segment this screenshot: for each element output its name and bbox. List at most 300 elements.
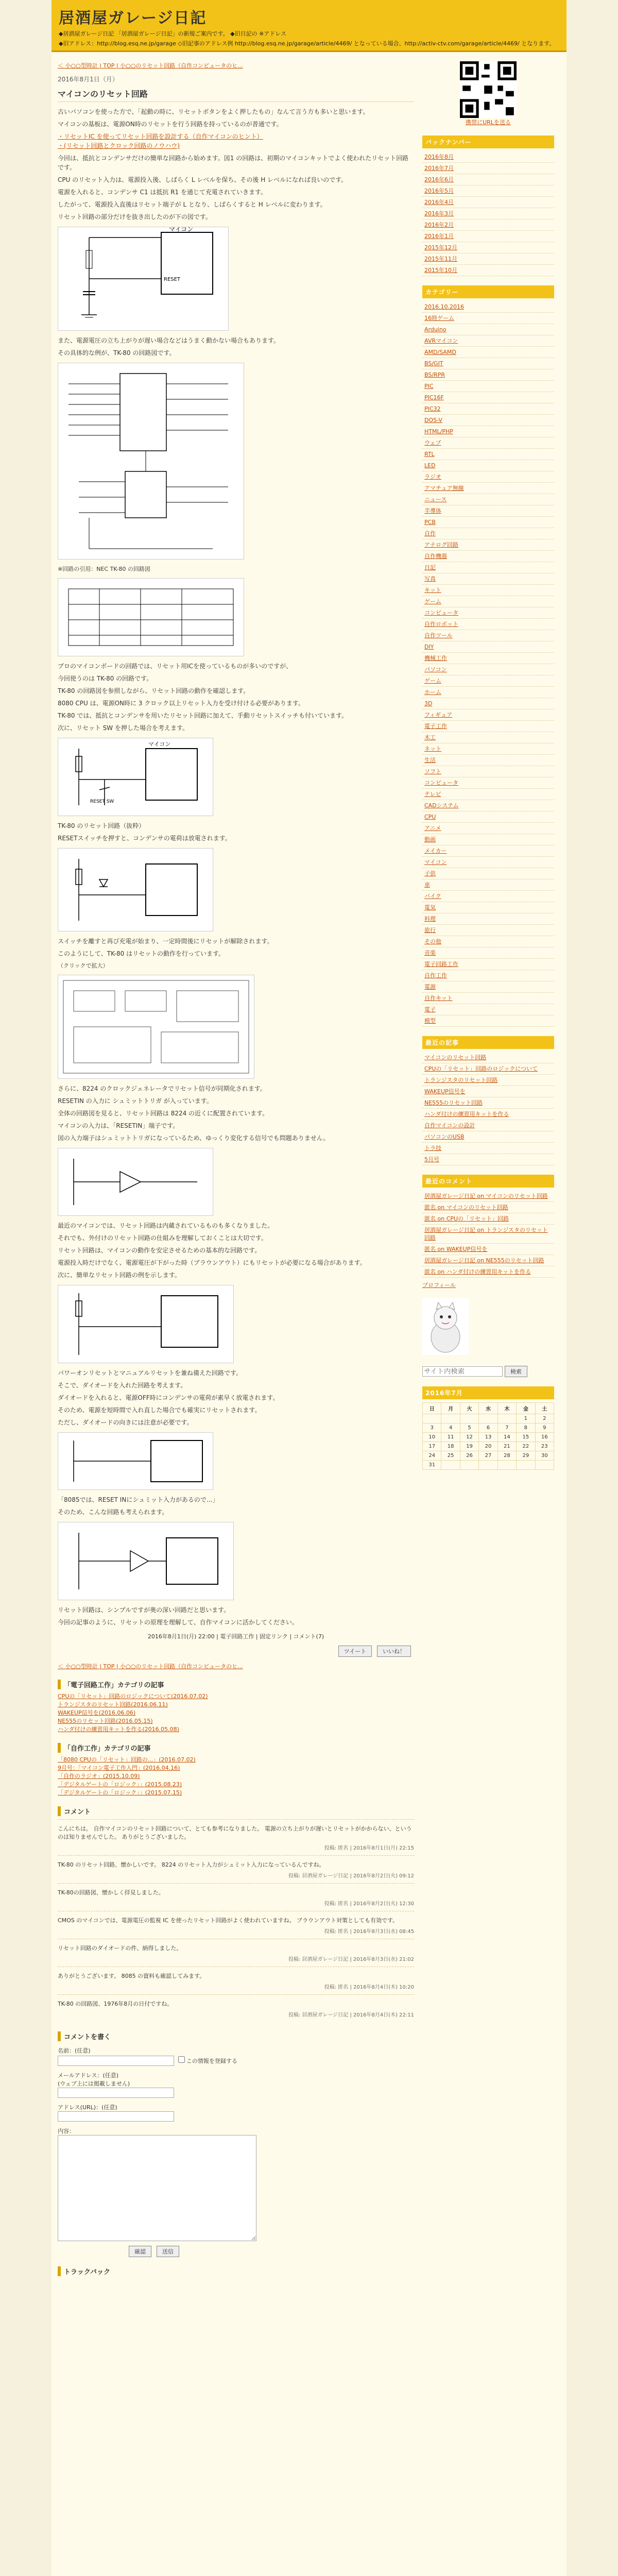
para: RESETIN の入力に シュミットトリガ が入っています。 [58,1097,213,1105]
calendar-day [479,1461,497,1470]
calendar-weekday: 月 [441,1403,460,1414]
category-link[interactable]: AMD/SAMD [424,349,456,355]
calendar-day[interactable]: 21 [497,1442,516,1451]
comment-form-heading: コメントを書く [58,2031,414,2041]
figure-rc-reset [58,227,229,331]
category-link[interactable]: その他 [424,938,441,945]
para: そのため、電源を短時間で入れ直した場合でも確実にリセットされます。 [58,1406,261,1414]
calendar-day [517,1461,535,1470]
recent-comments-box [422,1175,554,1289]
calendar-weekday: 日 [423,1403,441,1414]
calendar-day [497,1461,516,1470]
calendar-day[interactable]: 16 [535,1433,554,1442]
category-link[interactable]: Arduino [424,326,447,333]
category-link[interactable]: 生活 [424,757,436,764]
para: マイコンの入力は、「RESETIN」端子です。 [58,1122,179,1129]
calendar-day[interactable]: 19 [460,1442,478,1451]
comment-text: TK-80 の回路図、1976年8月の日付ですね。 [58,2001,173,2007]
entry-title: マイコンのリセット回路 [58,88,414,102]
comment-text: ありがとうございます。 8085 の資料も確認してみます。 [58,1973,205,1979]
category-list [422,301,554,1027]
recent-link[interactable]: 5月号 [424,1156,439,1163]
comment-by: 投稿: 匿名 | 2016年8月2日(火) 12:30 [324,1901,414,1907]
para: スイッチを離すと再び充電が始まり、一定時間後にリセットが解除されます。 [58,938,273,945]
ref-link-2[interactable]: ・(リセット回路とクロック回路のノウハウ) [58,142,180,149]
category-link[interactable]: 旅行 [424,927,436,934]
calendar-day[interactable]: 15 [517,1433,535,1442]
para: 次に、リセット SW を押した場合を考えます。 [58,724,189,732]
para: 最近のマイコンでは、リセット回路は内蔵されているものも多くなりました。 [58,1222,274,1229]
entry-body [58,107,414,1627]
category-link[interactable]: コンピュータ [424,609,458,616]
comments-heading: コメント [58,1806,414,1816]
para: リセット回路の部分だけを抜き出したのが下の図です。 [58,213,212,221]
schematic-diode-2 [58,1433,213,1489]
calendar-day [479,1414,497,1423]
category-link[interactable]: 動画 [424,836,436,843]
calendar-day [497,1414,516,1423]
entry-nav [58,61,414,70]
calendar-day[interactable]: 9 [535,1423,554,1433]
profile-avatar [422,1298,469,1355]
share-bar [58,1646,414,1657]
url-input[interactable] [58,2111,174,2122]
calendar-day [535,1461,554,1470]
category-link[interactable]: 子供 [424,870,436,877]
category-link[interactable]: 模型 [424,1018,436,1024]
category-link[interactable]: CPU [424,814,436,820]
related-item[interactable]: 「デジタルゲートの「ロジック」」(2015.07.15) [58,1789,182,1796]
schematic-reset-switch [58,738,213,816]
category-link[interactable]: ラジオ [424,473,441,480]
para: 電源を入れると、コンデンサ C1 は抵抗 R1 を通じて充電されていきます。 [58,189,267,196]
recent-link[interactable]: WAKEUP信号を [424,1088,466,1095]
calendar-day[interactable]: 1 [517,1414,535,1423]
category-link[interactable]: マイコン [424,859,447,866]
category-title: カテゴリー [422,285,554,298]
recent-comment-link[interactable]: 匿名 on マイコンのリセット回路 [424,1204,508,1211]
para: ただし、ダイオードの向きには注意が必要です。 [58,1419,193,1426]
para: 図の入力端子はシュミットトリガになっているため、ゆっくり変化する信号でも問題ありません。 [58,1134,330,1142]
category-link[interactable]: 機械工作 [424,655,447,662]
email-input[interactable] [58,2088,174,2098]
category-link[interactable]: 木工 [424,734,436,741]
archive-link[interactable]: 2016年5月 [424,188,454,194]
calendar-day[interactable]: 23 [535,1442,554,1451]
archive-link[interactable]: 2016年1月 [424,233,454,240]
category-link[interactable]: ソフト [424,768,441,775]
calendar-weekday: 金 [517,1403,535,1414]
ref-link-1[interactable]: ・リセットIC を使ってリセット回路を設計する（自作マイコンのヒント） [58,133,263,140]
comment-by: 投稿: 匿名 | 2016年8月3日(水) 08:45 [324,1929,414,1935]
category-link[interactable]: バイク [424,893,441,900]
category-link[interactable]: テレビ [424,791,441,798]
category-link[interactable]: ゲーム [424,677,441,684]
related-item[interactable]: 「自作のラジオ」(2015.10.09) [58,1773,140,1780]
para: プロのマイコンボードの回路では、リセット用ICを使っているものが多いのですが、 [58,663,293,670]
calendar-day[interactable]: 3 [423,1423,441,1433]
search-input[interactable] [422,1366,503,1377]
category-link[interactable]: ニュース [424,496,447,503]
category-link[interactable]: アナログ回路 [424,541,458,548]
recent-comment-link[interactable]: 匿名 on ハンダ付けの練習用キットを作る [424,1268,531,1275]
profile-link[interactable]: プロフィール [422,1282,456,1289]
url-label: アドレス(URL)：(任意) [58,2104,117,2111]
comment-textarea[interactable] [58,2135,256,2241]
category-link[interactable]: 自作工作 [424,972,447,979]
archive-title: バックナンバー [422,135,554,148]
comment [58,1967,414,1994]
category-link[interactable]: DIY [424,643,434,650]
recent-link[interactable]: ハンダ付けの練習用キットを作る [424,1111,509,1117]
comment [58,1819,414,1855]
para: ダイオードを入れると、電源OFF時にコンデンサの電荷が素早く放電されます。 [58,1394,279,1401]
archive-link[interactable]: 2016年7月 [424,165,454,172]
schematic-rc-reset [58,227,228,330]
recent-comment-link[interactable]: 居酒屋ガレージ日記 on NE555のリセット回路 [424,1257,544,1264]
related-list-2 [58,1756,414,1797]
category-link[interactable]: HTML/PHP [424,428,453,435]
recent-comment-link[interactable]: 居酒屋ガレージ日記 on トランジスタのリセット回路 [424,1227,548,1241]
para: マイコンの基板は、電源ON時のリセットを行う回路を持っているのが普通です。 [58,121,283,128]
figure-reset-diode [58,848,213,931]
name-label: 名前：(任意) [58,2047,91,2054]
para: その具体的な例が、TK-80 の回路図です。 [58,349,176,357]
category-link[interactable]: コンピュータ [424,779,458,786]
calendar-box [422,1386,554,1470]
calendar-day[interactable]: 26 [460,1451,478,1461]
main-column [52,61,422,2279]
site-header [52,0,566,52]
comment-text: こんにちは。 自作マイコンのリセット回路について、とても参考になりました。 電源の立ち上がりが遅いとリセットがかからない、というのは知りませんでした。 ありがとうございました。 [58,1825,412,1840]
profile-box [422,1298,554,1357]
calendar-day[interactable]: 12 [460,1433,478,1442]
para: 今回の記事のように、リセットの原理を理解して、自作マイコンに活かしてください。 [58,1619,298,1626]
figure-caption-1: ※回路の引用：NEC TK-80 の回路図 [58,566,150,572]
category-link[interactable]: 自作ツール [424,632,453,639]
calendar-day[interactable]: 6 [479,1423,497,1433]
comment-by: 投稿: 居酒屋ガレージ日記 | 2016年8月3日(水) 21:02 [288,1957,414,1962]
para: 電源投入時だけでなく、電源電圧が下がった時（ブラウンアウト）にもリセットが必要になる場合があります。 [58,1259,366,1266]
calendar-day[interactable]: 4 [441,1423,460,1433]
calendar-day [441,1414,460,1423]
para: TK-80 では、抵抗とコンデンサを用いたリセット回路に加えて、手動リセットスイッチも付いています。 [58,712,348,719]
calendar-weekday: 水 [479,1403,497,1414]
related-item[interactable]: 「デジタルゲートの「ロジック」」(2015.08.23) [58,1781,182,1788]
archive-box [422,135,554,276]
category-link[interactable]: ゲーム [424,598,441,605]
category-link[interactable]: 3D [424,700,433,707]
comment [58,1911,414,1939]
comment-by: 投稿: 匿名 | 2016年8月1日(月) 22:15 [324,1845,414,1851]
related-heading-1: 「電子回路工作」カテゴリの記事 [58,1680,414,1689]
related-item[interactable]: 9月号：「マイコン電子工作入門」(2016.04.16) [58,1765,180,1771]
category-link[interactable]: CADシステム [424,802,459,809]
category-link[interactable]: 自作ロボット [424,621,458,628]
para: このようにして、TK-80 はリセットの動作を行っています。 [58,950,225,957]
recent-link[interactable]: マイコンのリセット回路 [424,1054,487,1061]
category-link[interactable]: 電気 [424,904,436,911]
para: 古いパソコンを使った方で、「起動の時に、リセットボタンをよく押したもの」なんて言う方も多いと思います。 [58,108,369,115]
related-item[interactable]: 「8080 CPUの「リセット」回路の...」(2016.07.02) [58,1756,196,1763]
trackback-heading: トラックバック [58,2266,414,2276]
category-link[interactable]: 半導体 [424,507,441,514]
prev-entry-link-bottom[interactable]: ＜ 小○○型時計 | TOP | 小○○のリセット回路（自作コンピュータのヒ... [58,1663,243,1670]
fig-chip-label-2: マイコン [148,741,171,748]
category-link[interactable]: 料理 [424,916,436,922]
category-link[interactable]: 2016.10.2016 [424,303,464,310]
para: また、電源電圧の立ち上がりが遅い場合などはうまく動かない場合もあります。 [58,337,280,344]
figure-board-photo[interactable] [58,975,254,1079]
fig-sw-label: RESET SW [90,799,114,804]
archive-link[interactable]: 2016年3月 [424,210,454,217]
category-link[interactable]: パソコン [424,666,447,673]
confirm-button[interactable]: 確認 [129,2246,151,2257]
calendar-day[interactable]: 24 [423,1451,441,1461]
calendar-day[interactable]: 27 [479,1451,497,1461]
category-link[interactable]: ネット [424,745,441,752]
site-desc-2: ◆旧アドレス：http://blog.esq.ne.jp/garage ◇旧記事のアドレス例 http://blog.esq.ne.jp/garage/article/4469/ となっている場合、http://activ-ctv.com/garage/article/4469/ となります。 [59,40,555,47]
calendar-day[interactable]: 22 [517,1442,535,1451]
archive-link[interactable]: 2016年4月 [424,199,454,206]
comment [58,1939,414,1967]
para: 全体の回路図を見ると、リセット回路は 8224 の近くに配置されています。 [58,1110,269,1117]
remember-label: この情報を登録する [186,2058,237,2064]
prev-entry-link[interactable]: ＜ 小○○型時計 | TOP | 小○○のリセット回路（自作コンピュータのヒ... [58,62,243,69]
category-link[interactable]: アマチュア無線 [424,485,464,492]
category-link[interactable]: 写真 [424,575,436,582]
para: したがって、電源投入直後はリセット端子が L となり、しばらくすると H レベルに変わります。 [58,201,327,208]
archive-link[interactable]: 2015年10月 [424,267,457,274]
comment [58,1855,414,1883]
schematic-schmitt [58,1148,213,1215]
category-link[interactable]: RTL [424,451,435,457]
figure-reset-switch [58,738,213,816]
figure-combined-reset [58,1285,234,1363]
calendar-day[interactable]: 28 [497,1451,516,1461]
name-input[interactable] [58,2056,174,2066]
submit-button[interactable]: 送信 [157,2246,179,2257]
archive-link[interactable]: 2015年12月 [424,244,457,251]
recent-link[interactable]: 自作マイコンの設計 [424,1122,475,1129]
search-box [422,1366,554,1377]
body-label: 内容： [58,2127,75,2134]
category-link[interactable]: 電子回路工作 [424,961,458,968]
category-link[interactable]: DOS-V [424,417,442,423]
category-link[interactable]: フィギュア [424,711,453,718]
archive-link[interactable]: 2015年11月 [424,256,457,262]
site-desc-1: ◆居酒屋ガレージ日記 「居酒屋ガレージ日記」の新規ご案内です。 ◆旧日記の ※アドレス [59,30,286,37]
category-link[interactable]: PCB [424,519,436,526]
email-label: メールアドレス：(任意) [58,2072,119,2079]
figure-diode-reset-2 [58,1432,213,1490]
calendar-day[interactable]: 8 [517,1423,535,1433]
para: リセット回路は、シンプルですが奥の深い回路だと思います。 [58,1606,230,1614]
comment-text: TK-80の回路図、懐かしく拝見しました。 [58,1889,164,1896]
site-title[interactable]: 居酒屋ガレージ日記 [59,9,207,27]
para: CPU のリセット入力は、電源投入後、しばらく L レベルを保ち、その後 H レベルになれば良いのです。 [58,176,348,183]
comment-form [58,2046,414,2257]
comment-text: TK-80 のリセット回路、懐かしいです。 8224 のリセット入力がシュミット入力になっているんですね。 [58,1861,325,1868]
category-link[interactable]: 電子 [424,1006,436,1013]
related-item[interactable]: トランジスタのリセット回路(2016.06.11) [58,1701,168,1708]
recent-comment-link[interactable]: 匿名 on CPUの「リセット」回路 [424,1215,509,1222]
comment-by: 投稿: 居酒屋ガレージ日記 | 2016年8月4日(木) 22:11 [288,2012,414,2018]
calendar-weekday: 木 [497,1403,516,1414]
recent-box [422,1036,554,1165]
category-link[interactable]: 自作 [424,530,436,537]
category-box [422,285,554,1027]
recent-comments-title: 最近のコメント [422,1175,554,1188]
schematic-tk80-detail [58,579,244,656]
category-link[interactable]: PIC16F [424,394,444,401]
calendar-weekday: 土 [535,1403,554,1414]
category-link[interactable]: LED [424,462,436,469]
calendar-day[interactable]: 10 [423,1433,441,1442]
calendar-day[interactable]: 5 [460,1423,478,1433]
figure-schmitt [58,1148,213,1216]
related-list-1 [58,1692,414,1734]
category-link[interactable]: 音楽 [424,950,436,956]
tweet-button[interactable]: ツイート [338,1646,372,1657]
category-link[interactable]: 電源 [424,984,436,990]
calendar-day[interactable]: 17 [423,1442,441,1451]
entry-nav-bottom [58,1662,414,1670]
recent-link[interactable]: NE555のリセット回路 [424,1099,483,1106]
comments-list [58,1819,414,2022]
para: TK-80 の回路図を参照しながら、リセット回路の動作を確認します。 [58,687,250,694]
archive-link[interactable]: 2016年8月 [424,154,454,160]
para: 今回使うのは TK-80 の回路です。 [58,675,153,682]
related-item[interactable]: WAKEUP信号を(2016.06.06) [58,1709,136,1716]
related-item[interactable]: CPUの「リセット」回路のロジックについて(2016.07.02) [58,1693,208,1700]
archive-link[interactable]: 2016年2月 [424,222,454,228]
calendar-day[interactable]: 11 [441,1433,460,1442]
search-button[interactable]: 検索 [505,1366,527,1377]
schematic-final [58,1522,233,1600]
figure-tk80-schematic[interactable] [58,363,244,560]
schematic-tk80 [58,363,244,559]
calendar-day[interactable]: 25 [441,1451,460,1461]
para: 今回は、抵抗とコンデンサだけの簡単な回路から始めます。図1 の回路は、初期のマイコンキットでよく使われたリセット回路です。 [58,155,409,171]
fig-chip-label: マイコン [169,227,194,233]
recent-link[interactable]: トラ技 [424,1145,441,1151]
category-link[interactable]: 電子工作 [424,723,447,730]
qr-code-icon [460,61,517,118]
category-link[interactable]: 自作キット [424,995,453,1002]
recent-title: 最近の記事 [422,1036,554,1049]
sidebar [422,61,560,2279]
recent-link[interactable]: トランジスタのリセット回路 [424,1077,498,1083]
category-link[interactable]: PIC [424,383,434,389]
remember-checkbox[interactable] [178,2056,185,2063]
qr-send-link[interactable]: 携帯にURLを送る [466,119,511,126]
calendar-day[interactable]: 2 [535,1414,554,1423]
para: そのため、こんな回路も考えられます。 [58,1509,168,1516]
related-heading-2: 「自作工作」カテゴリの記事 [58,1743,414,1753]
calendar-day[interactable]: 18 [441,1442,460,1451]
recent-list [422,1052,554,1165]
recent-comment-link[interactable]: 居酒屋ガレージ日記 on マイコンのリセット回路 [424,1193,548,1199]
category-link[interactable]: メイカー [424,848,447,854]
calendar-day[interactable]: 20 [479,1442,497,1451]
para: そこで、ダイオードを入れた回路を考えます。 [58,1382,187,1389]
figure-tk80-reset-detail[interactable] [58,578,244,656]
related-item[interactable]: ハンダ付けの練習用キットを作る(2016.05.08) [58,1726,179,1733]
para: 次に、簡単なリセット回路の例を示します。 [58,1272,181,1279]
category-link[interactable]: 日記 [424,564,436,571]
para: さらに、8224 のクロックジェネレータでリセット信号が同期化されます。 [58,1085,266,1092]
comment-by: 投稿: 匿名 | 2016年8月4日(木) 10:20 [324,1985,414,1990]
calendar-day [423,1414,441,1423]
para: 8080 CPU は、電源ON時に 3 クロック以上リセット入力を受け付ける必要があります。 [58,700,304,707]
category-link[interactable]: PIC32 [424,405,441,412]
category-link[interactable]: 自作機器 [424,553,447,560]
recent-link[interactable]: CPUの「リセット」回路のロジックについて [424,1065,538,1072]
calendar-day [460,1414,478,1423]
page [52,0,566,2576]
calendar-day [441,1461,460,1470]
archive-link[interactable]: 2016年6月 [424,176,454,183]
recent-link[interactable]: パソコンのUSB [424,1133,465,1140]
category-link[interactable]: ホーム [424,689,441,696]
calendar-day[interactable]: 7 [497,1423,516,1433]
category-link[interactable]: アニメ [424,825,441,832]
para: パワーオンリセットとマニュアルリセットを兼ね備えた回路です。 [58,1369,243,1377]
calendar-day[interactable]: 30 [535,1451,554,1461]
calendar-weekday: 火 [460,1403,478,1414]
category-link[interactable]: 16時ゲーム [424,315,454,321]
calendar-title: 2016年7月 [422,1386,554,1399]
calendar-day[interactable]: 31 [423,1461,441,1470]
calendar-day[interactable]: 13 [479,1433,497,1442]
calendar-day[interactable]: 14 [497,1433,516,1442]
category-link[interactable]: 車 [424,882,430,888]
email-note: (ウェブ上には掲載しません) [58,2080,130,2087]
category-link[interactable]: BS/RPR [424,371,445,378]
calendar-day[interactable]: 29 [517,1451,535,1461]
entry-footer: 2016年8月1日(月) 22:00 | 電子回路工作 | 固定リンク | コメント(7) [147,1633,324,1640]
schematic-combined [58,1285,233,1363]
recent-comments-list [422,1191,554,1278]
comment-text: リセット回路のダイオードの件、納得しました。 [58,1945,182,1952]
category-link[interactable]: BS/GIT [424,360,443,367]
schematic-board [58,975,254,1078]
qr-box [422,61,554,126]
para: RESETスイッチを押すと、コンデンサの電荷は放電されます。 [58,835,231,842]
category-link[interactable]: ウェブ [424,439,441,446]
comment [58,1994,414,2022]
figure-caption-2: （クリックで拡大） [58,962,109,969]
calendar-table [422,1402,554,1470]
para: リセット回路は、マイコンの動作を安定させるための基本的な回路です。 [58,1247,261,1254]
para: それでも、外付けのリセット回路の仕組みを理解しておくことは大切です。 [58,1234,267,1242]
schematic-reset-diode [58,849,213,931]
comment [58,1883,414,1911]
archive-list [422,151,554,276]
figure-final [58,1522,234,1600]
like-button[interactable]: いいね！ [377,1646,411,1657]
comment-text: CMOS のマイコンでは、電源電圧の監視 IC を使ったリセット回路がよく使われていますね。 ブラウンアウト対策としても有効です。 [58,1917,399,1924]
category-link[interactable]: キット [424,587,441,594]
para: 「8085では、RESET INにシュミット入力があるので...」 [58,1496,219,1503]
related-item[interactable]: NE555のリセット回路(2016.05.15) [58,1718,153,1724]
calendar-day [460,1461,478,1470]
category-link[interactable]: AVRマイコン [424,337,458,344]
para: TK-80 のリセット回路（抜粋） [58,822,145,829]
fig-reset-label: RESET [164,277,181,282]
recent-comment-link[interactable]: 匿名 on WAKEUP信号を [424,1246,488,1252]
